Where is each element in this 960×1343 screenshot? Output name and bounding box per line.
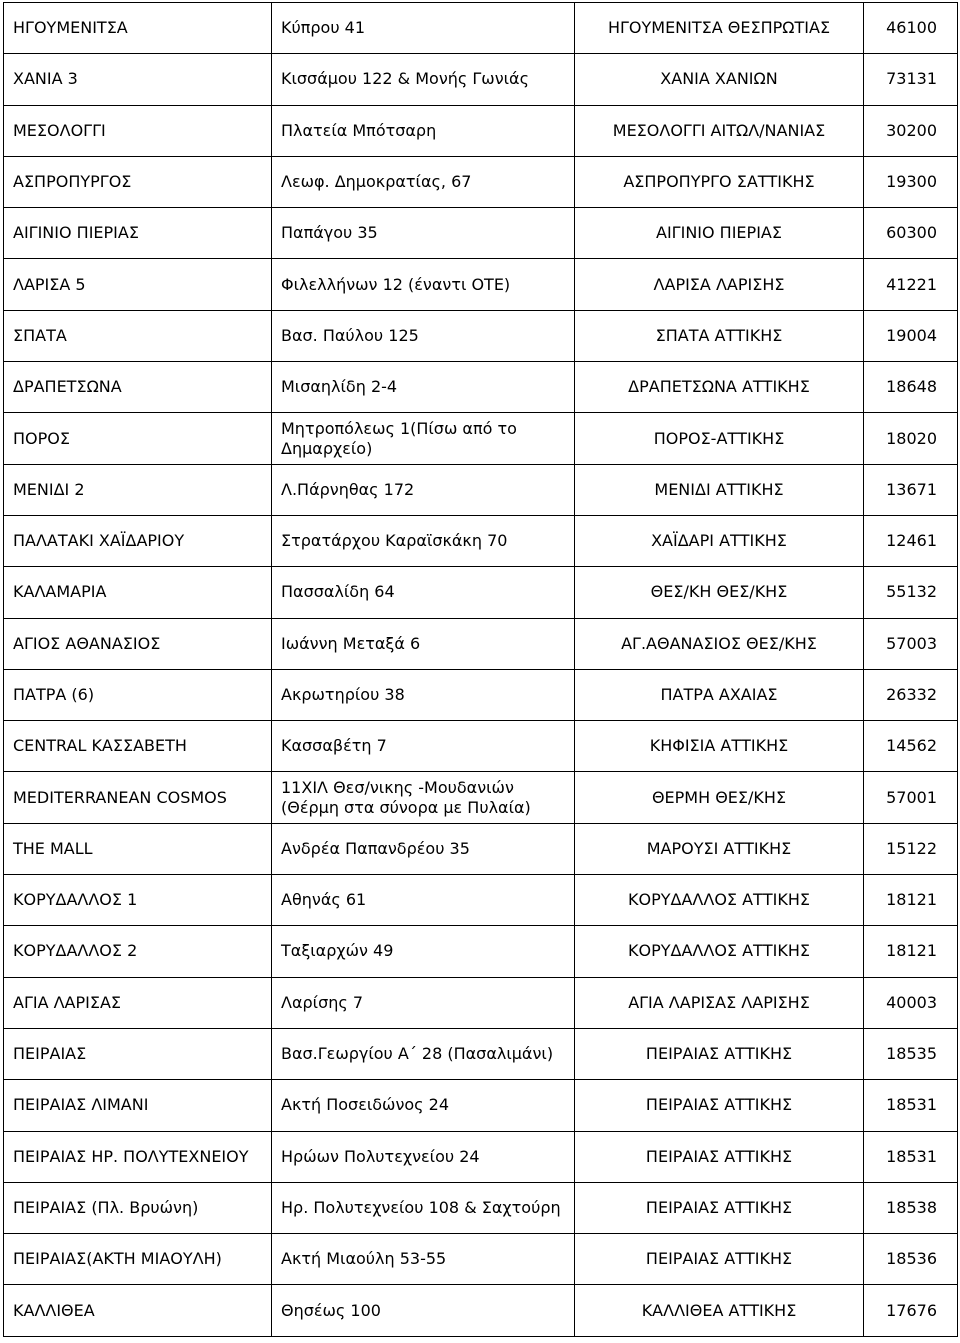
address-cell: Θησέως 100 <box>272 1285 575 1336</box>
store-name-cell: ΚΑΛΑΜΑΡΙΑ <box>4 567 272 618</box>
store-name-cell: MEDITERRANEAN COSMOS <box>4 772 272 823</box>
city-cell: ΠΕΙΡΑΙΑΣ ΑΤΤΙΚΗΣ <box>575 1182 864 1233</box>
postal-code-cell: 73131 <box>864 54 958 105</box>
city-cell: ΠΕΙΡΑΙΑΣ ΑΤΤΙΚΗΣ <box>575 1234 864 1285</box>
store-name-cell: THE MALL <box>4 823 272 874</box>
table-row <box>4 823 958 874</box>
postal-code-cell: 18536 <box>864 1234 958 1285</box>
address-cell: Κισσάμου 122 & Μονής Γωνιάς <box>272 54 575 105</box>
table-row <box>4 362 958 413</box>
city-cell: ΣΠΑΤΑ ΑΤΤΙΚΗΣ <box>575 310 864 361</box>
address-cell: Πασσαλίδη 64 <box>272 567 575 618</box>
address-cell: Ανδρέα Παπανδρέου 35 <box>272 823 575 874</box>
postal-code-cell: 18535 <box>864 1028 958 1079</box>
address-cell: Φιλελλήνων 12 (έναντι ΟΤΕ) <box>272 259 575 310</box>
postal-code-cell: 30200 <box>864 105 958 156</box>
store-name-cell: ΣΠΑΤΑ <box>4 310 272 361</box>
postal-code-cell: 18121 <box>864 926 958 977</box>
address-cell: Μητροπόλεως 1(Πίσω από το Δημαρχείο) <box>272 413 575 464</box>
postal-code-cell: 18020 <box>864 413 958 464</box>
address-cell: Ακτή Μιαούλη 53-55 <box>272 1234 575 1285</box>
postal-code-cell: 14562 <box>864 721 958 772</box>
address-cell: Βασ.Γεωργίου Α΄ 28 (Πασαλιμάνι) <box>272 1028 575 1079</box>
table-row <box>4 3 958 54</box>
city-cell: ΠΟΡΟΣ-ΑΤΤΙΚΗΣ <box>575 413 864 464</box>
store-name-cell: ΛΑΡΙΣΑ 5 <box>4 259 272 310</box>
table-row <box>4 1182 958 1233</box>
city-cell: ΜΕΝΙΔΙ ΑΤΤΙΚΗΣ <box>575 464 864 515</box>
address-cell: Στρατάρχου Καραϊσκάκη 70 <box>272 515 575 566</box>
address-cell: 11ΧΙΛ Θεσ/νικης -Μουδανιών (Θέρμη στα σύνορα με Πυλαία) <box>272 772 575 823</box>
city-cell: ΚΗΦΙΣΙΑ ΑΤΤΙΚΗΣ <box>575 721 864 772</box>
table-row <box>4 567 958 618</box>
table-row <box>4 1285 958 1336</box>
table-row <box>4 54 958 105</box>
store-name-cell: ΚΑΛΛΙΘΕΑ <box>4 1285 272 1336</box>
postal-code-cell: 57001 <box>864 772 958 823</box>
table-row <box>4 259 958 310</box>
address-cell: Κύπρου 41 <box>272 3 575 54</box>
table-row <box>4 515 958 566</box>
store-name-cell: ΑΣΠΡΟΠΥΡΓΟΣ <box>4 156 272 207</box>
store-name-cell: ΠΕΙΡΑΙΑΣ ΗΡ. ΠΟΛΥΤΕΧΝΕΙΟΥ <box>4 1131 272 1182</box>
postal-code-cell: 41221 <box>864 259 958 310</box>
postal-code-cell: 18121 <box>864 875 958 926</box>
table-row <box>4 1028 958 1079</box>
store-name-cell: ΧΑΝΙΑ 3 <box>4 54 272 105</box>
store-name-cell: ΠΑΛΑΤΑΚΙ ΧΑΪΔΑΡΙΟΥ <box>4 515 272 566</box>
address-cell: Αθηνάς 61 <box>272 875 575 926</box>
address-cell: Ακτή Ποσειδώνος 24 <box>272 1080 575 1131</box>
postal-code-cell: 18538 <box>864 1182 958 1233</box>
store-name-cell: ΗΓΟΥΜΕΝΙΤΣΑ <box>4 3 272 54</box>
city-cell: ΘΕΣ/ΚΗ ΘΕΣ/ΚΗΣ <box>575 567 864 618</box>
address-cell: Ηρώων Πολυτεχνείου 24 <box>272 1131 575 1182</box>
city-cell: ΚΟΡΥΔΑΛΛΟΣ ΑΤΤΙΚΗΣ <box>575 926 864 977</box>
address-cell: Ηρ. Πολυτεχνείου 108 & Σαχτούρη <box>272 1182 575 1233</box>
city-cell: ΑΓ.ΑΘΑΝΑΣΙΟΣ ΘΕΣ/ΚΗΣ <box>575 618 864 669</box>
address-cell: Ιωάννη Μεταξά 6 <box>272 618 575 669</box>
store-name-cell: ΑΓΙΟΣ ΑΘΑΝΑΣΙΟΣ <box>4 618 272 669</box>
city-cell: ΘΕΡΜΗ ΘΕΣ/ΚΗΣ <box>575 772 864 823</box>
address-cell: Πλατεία Μπότσαρη <box>272 105 575 156</box>
city-cell: ΠΑΤΡΑ ΑΧΑΙΑΣ <box>575 669 864 720</box>
postal-code-cell: 12461 <box>864 515 958 566</box>
table-row <box>4 669 958 720</box>
table-row <box>4 721 958 772</box>
table-row <box>4 208 958 259</box>
table-row <box>4 1234 958 1285</box>
store-name-cell: ΜΕΝΙΔΙ 2 <box>4 464 272 515</box>
address-cell: Λεωφ. Δημοκρατίας, 67 <box>272 156 575 207</box>
postal-code-cell: 13671 <box>864 464 958 515</box>
address-cell: Βασ. Παύλου 125 <box>272 310 575 361</box>
table-row <box>4 413 958 464</box>
postal-code-cell: 57003 <box>864 618 958 669</box>
table-row <box>4 977 958 1028</box>
table-row <box>4 464 958 515</box>
postal-code-cell: 26332 <box>864 669 958 720</box>
city-cell: ΑΣΠΡΟΠΥΡΓΟ ΣΑΤΤΙΚΗΣ <box>575 156 864 207</box>
address-cell: Ταξιαρχών 49 <box>272 926 575 977</box>
table-row <box>4 1131 958 1182</box>
city-cell: ΚΑΛΛΙΘΕΑ ΑΤΤΙΚΗΣ <box>575 1285 864 1336</box>
address-cell: Λ.Πάρνηθας 172 <box>272 464 575 515</box>
store-name-cell: ΚΟΡΥΔΑΛΛΟΣ 1 <box>4 875 272 926</box>
address-cell: Κασσαβέτη 7 <box>272 721 575 772</box>
city-cell: ΠΕΙΡΑΙΑΣ ΑΤΤΙΚΗΣ <box>575 1131 864 1182</box>
city-cell: ΗΓΟΥΜΕΝΙΤΣΑ ΘΕΣΠΡΩΤΙΑΣ <box>575 3 864 54</box>
city-cell: ΠΕΙΡΑΙΑΣ ΑΤΤΙΚΗΣ <box>575 1028 864 1079</box>
store-name-cell: ΠΕΙΡΑΙΑΣ(ΑΚΤΗ ΜΙΑΟΥΛΗ) <box>4 1234 272 1285</box>
table-body <box>4 3 958 1337</box>
table-row <box>4 310 958 361</box>
postal-code-cell: 40003 <box>864 977 958 1028</box>
city-cell: ΧΑΪΔΑΡΙ ΑΤΤΙΚΗΣ <box>575 515 864 566</box>
store-name-cell: ΠΑΤΡΑ (6) <box>4 669 272 720</box>
address-cell: Μισαηλίδη 2-4 <box>272 362 575 413</box>
table-row <box>4 156 958 207</box>
city-cell: ΑΓΙΑ ΛΑΡΙΣΑΣ ΛΑΡΙΣΗΣ <box>575 977 864 1028</box>
postal-code-cell: 18531 <box>864 1131 958 1182</box>
postal-code-cell: 46100 <box>864 3 958 54</box>
postal-code-cell: 19004 <box>864 310 958 361</box>
postal-code-cell: 18648 <box>864 362 958 413</box>
store-name-cell: ΑΙΓΙΝΙΟ ΠΙΕΡΙΑΣ <box>4 208 272 259</box>
city-cell: ΚΟΡΥΔΑΛΛΟΣ ΑΤΤΙΚΗΣ <box>575 875 864 926</box>
table-row <box>4 926 958 977</box>
table-row <box>4 772 958 823</box>
address-cell: Παπάγου 35 <box>272 208 575 259</box>
postal-code-cell: 60300 <box>864 208 958 259</box>
postal-code-cell: 15122 <box>864 823 958 874</box>
city-cell: ΔΡΑΠΕΤΣΩΝΑ ΑΤΤΙΚΗΣ <box>575 362 864 413</box>
city-cell: ΠΕΙΡΑΙΑΣ ΑΤΤΙΚΗΣ <box>575 1080 864 1131</box>
store-name-cell: ΜΕΣΟΛΟΓΓΙ <box>4 105 272 156</box>
store-name-cell: ΠΕΙΡΑΙΑΣ ΛΙΜΑΝΙ <box>4 1080 272 1131</box>
postal-code-cell: 19300 <box>864 156 958 207</box>
postal-code-cell: 17676 <box>864 1285 958 1336</box>
table-row <box>4 618 958 669</box>
store-name-cell: ΚΟΡΥΔΑΛΛΟΣ 2 <box>4 926 272 977</box>
store-name-cell: ΠΕΙΡΑΙΑΣ <box>4 1028 272 1079</box>
table-row <box>4 105 958 156</box>
store-name-cell: ΠΟΡΟΣ <box>4 413 272 464</box>
postal-code-cell: 55132 <box>864 567 958 618</box>
address-cell: Ακρωτηρίου 38 <box>272 669 575 720</box>
city-cell: ΜΕΣΟΛΟΓΓΙ ΑΙΤΩΛ/ΝΑΝΙΑΣ <box>575 105 864 156</box>
store-name-cell: CENTRAL ΚΑΣΣΑΒΕΤΗ <box>4 721 272 772</box>
city-cell: ΜΑΡΟΥΣΙ ΑΤΤΙΚΗΣ <box>575 823 864 874</box>
store-name-cell: ΠΕΙΡΑΙΑΣ (Πλ. Βρυώνη) <box>4 1182 272 1233</box>
table-row <box>4 1080 958 1131</box>
city-cell: ΑΙΓΙΝΙΟ ΠΙΕΡΙΑΣ <box>575 208 864 259</box>
store-name-cell: ΑΓΙΑ ΛΑΡΙΣΑΣ <box>4 977 272 1028</box>
city-cell: ΛΑΡΙΣΑ ΛΑΡΙΣΗΣ <box>575 259 864 310</box>
store-addresses-table <box>3 2 958 1337</box>
address-cell: Λαρίσης 7 <box>272 977 575 1028</box>
table-row <box>4 875 958 926</box>
store-name-cell: ΔΡΑΠΕΤΣΩΝΑ <box>4 362 272 413</box>
postal-code-cell: 18531 <box>864 1080 958 1131</box>
city-cell: ΧΑΝΙΑ ΧΑΝΙΩΝ <box>575 54 864 105</box>
